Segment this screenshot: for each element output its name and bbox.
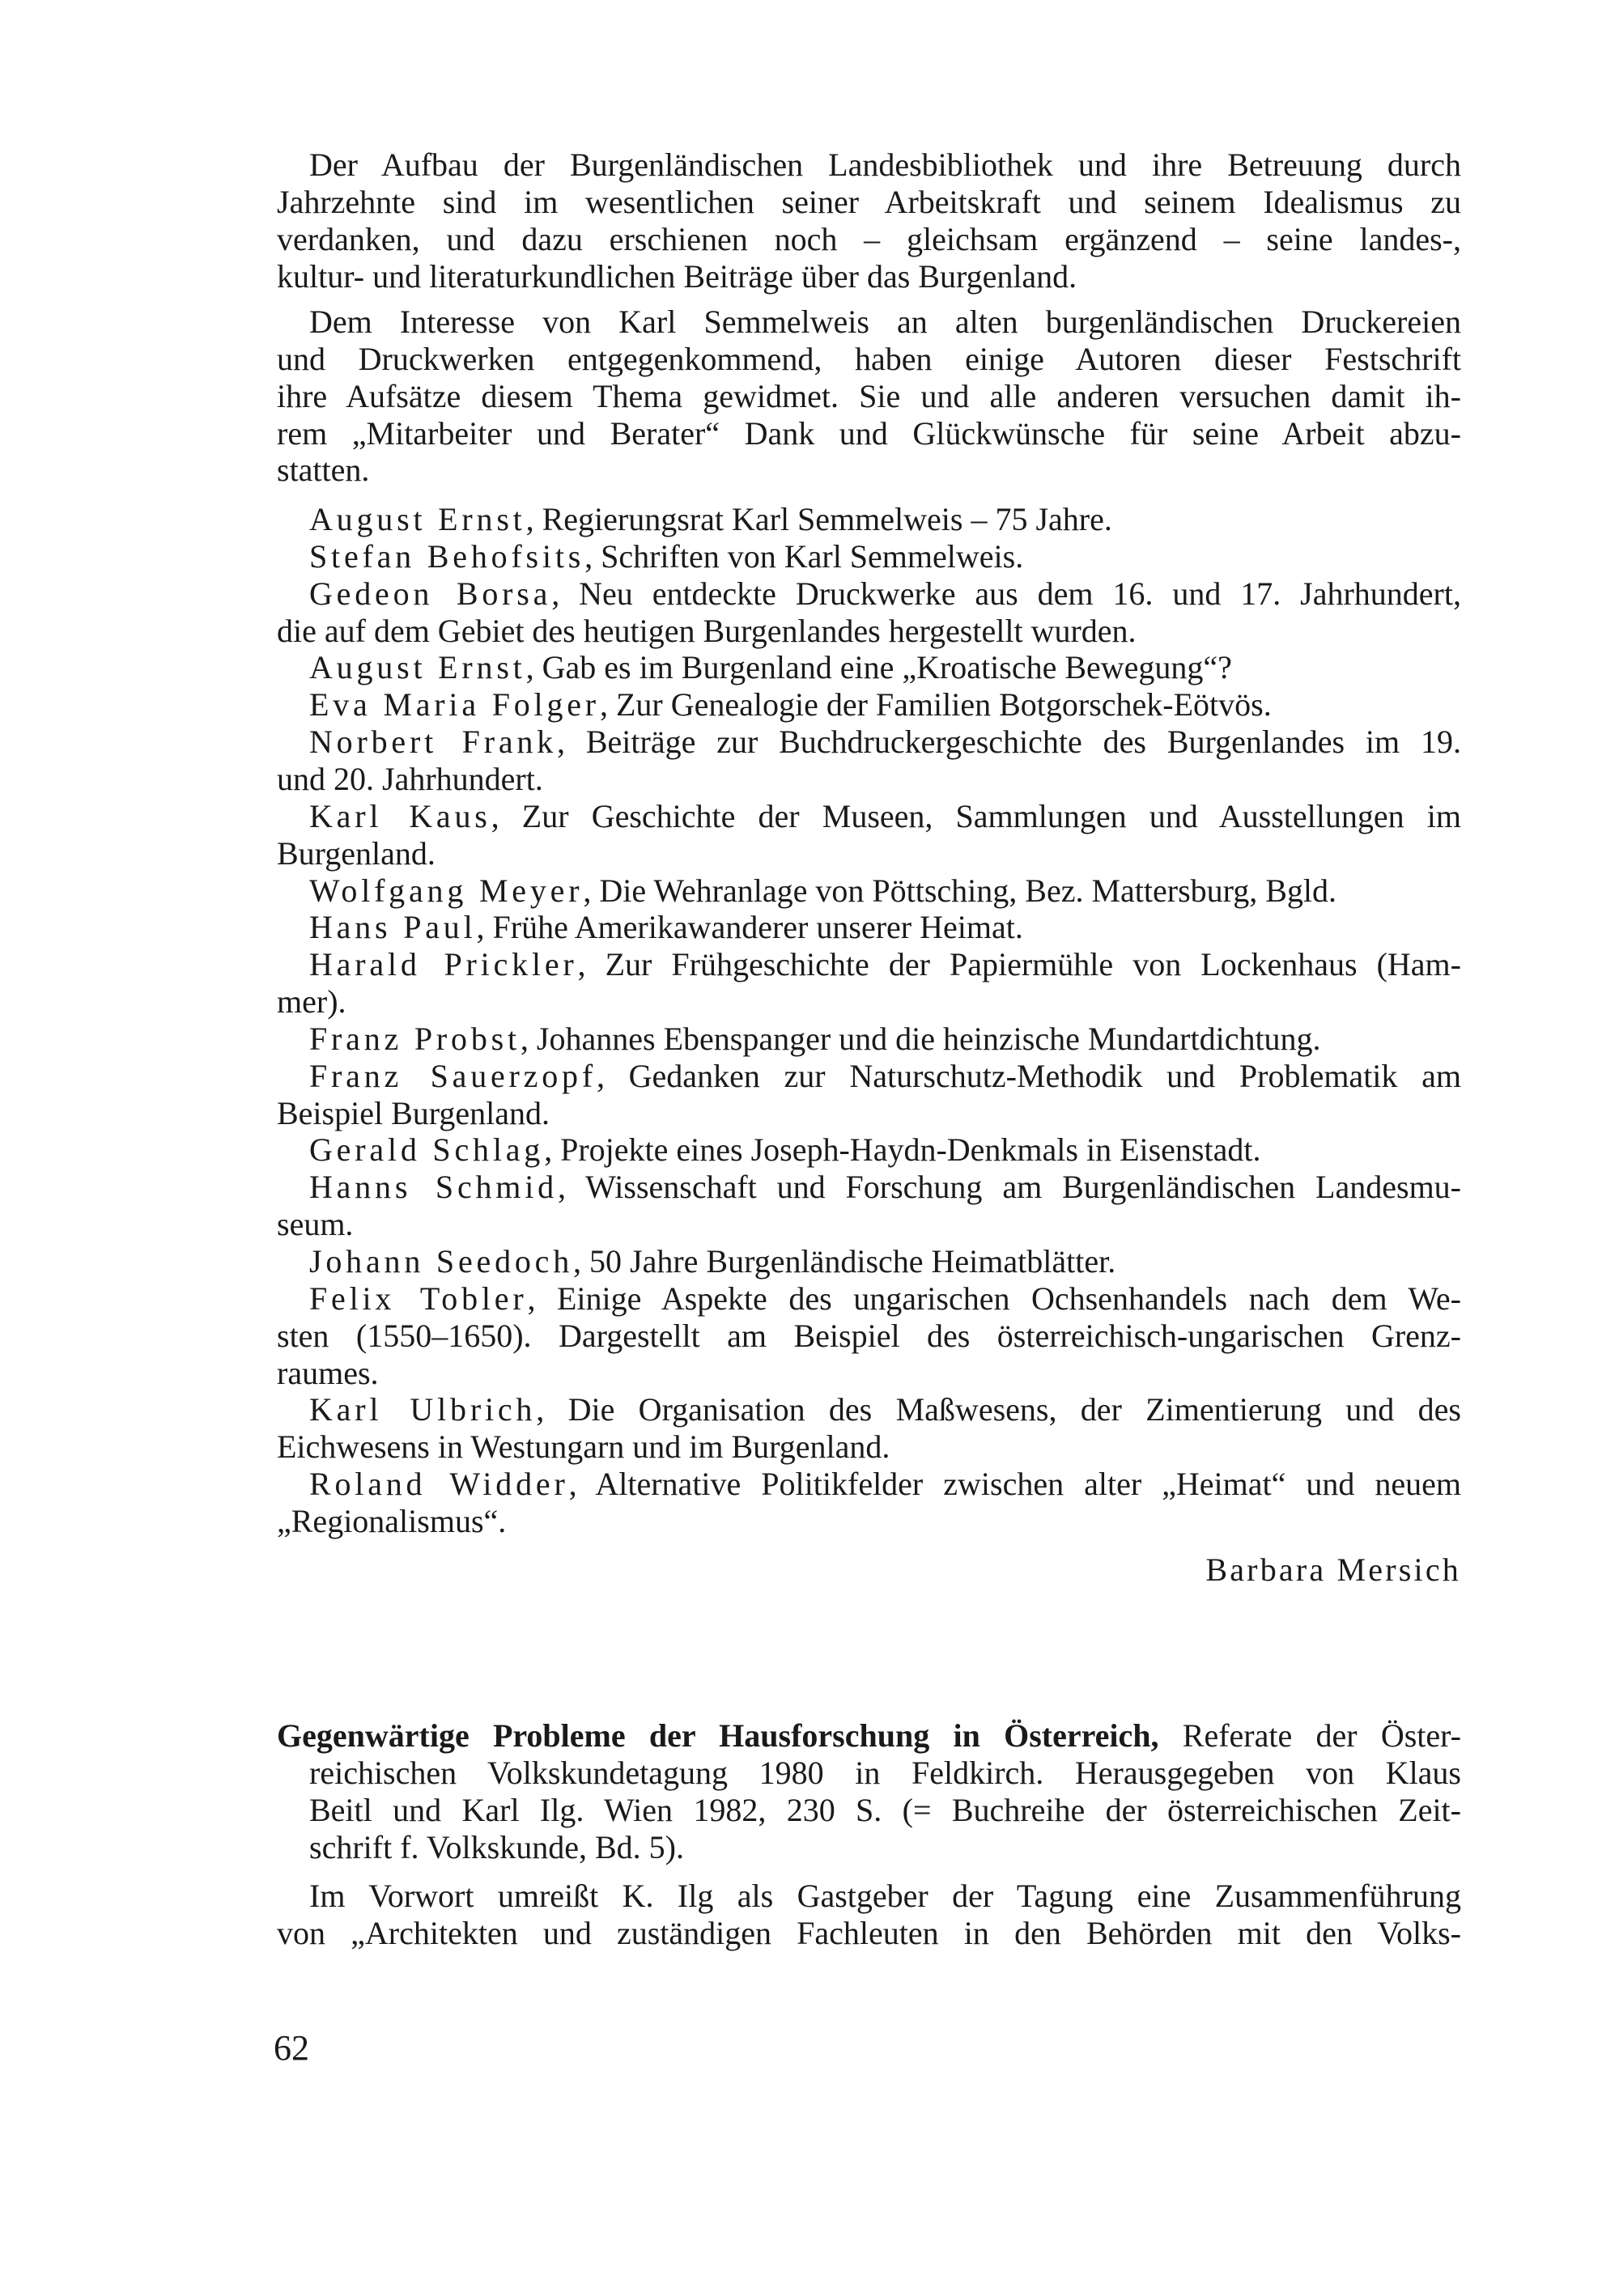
entry-author: Stefan Behofsits: [309, 537, 585, 575]
entry-author: Wolfgang Meyer: [309, 872, 584, 909]
contribution-entry-continuation: und 20. Jahrhundert.: [277, 760, 543, 797]
entry-title: , Schriften von Karl Semmelweis.: [584, 537, 1024, 575]
entry-title: , Frühe Amerikawanderer unserer Heimat.: [476, 909, 1023, 946]
entry-title: , Zur Frühgeschichte der Papiermühle von Lockenhaus (Ham-: [577, 946, 1461, 983]
contribution-entry: [277, 575, 1461, 613]
entry-title: , Die Wehranlage von Pöttsching, Bez. Mattersburg, Bgld.: [583, 872, 1337, 909]
review-citation-line: Beitl und Karl Ilg. Wien 1982, 230 S. (= Buchreihe der österreichischen Zeit-: [309, 1791, 1461, 1828]
contribution-entry: [277, 1021, 1461, 1058]
paragraph-line: ihre Aufsätze diesem Thema gewidmet. Sie und alle anderen versuchen damit ih-: [277, 377, 1461, 414]
paragraph-line: statten.: [277, 452, 370, 489]
entry-title: , Beiträge zur Buchdruckergeschichte des Burgenlandes im 19.: [556, 724, 1461, 761]
contribution-entry: [277, 909, 1461, 946]
review-body-line: von „Architekten und zuständigen Fachleuten in den Behörden mit den Volks-: [277, 1914, 1461, 1951]
contribution-entry: [277, 1131, 1461, 1169]
entry-author: Franz Sauerzopf: [309, 1057, 597, 1094]
entry-title: , Regierungsrat Karl Semmelweis – 75 Jahre.: [525, 501, 1112, 537]
contribution-entry: [277, 1280, 1461, 1318]
entry-author: Felix Tobler: [309, 1280, 528, 1317]
review-body-line: Im Vorwort umreißt K. Ilg als Gastgeber der Tagung eine Zusammenführung: [309, 1878, 1461, 1914]
entry-author: Franz Probst: [309, 1020, 521, 1057]
contribution-entry: [277, 501, 1461, 538]
contribution-entry: [277, 649, 1461, 686]
entry-author: Hans Paul: [309, 909, 477, 946]
entry-author: Eva Maria Folger: [309, 686, 600, 724]
entry-title: , Johannes Ebenspanger und die heinzische Mundartdichtung.: [520, 1020, 1321, 1057]
page-number: 62: [274, 2028, 309, 2068]
contribution-entry-continuation: sten (1550–1650). Dargestellt am Beispiel des österreichisch-ungarischen Grenz-: [277, 1317, 1461, 1354]
contribution-entry: [277, 1391, 1461, 1428]
contribution-entry: [277, 538, 1461, 575]
signature: Barbara Mersich: [1205, 1551, 1461, 1588]
review-citation-line: reichischen Volkskundetagung 1980 in Feldkirch. Herausgegeben von Klaus: [309, 1754, 1461, 1791]
contribution-entry: [277, 946, 1461, 983]
paragraph-line: rem „Mitarbeiter und Berater“ Dank und Glückwünsche für seine Arbeit abzu-: [277, 414, 1461, 452]
entry-title: , Projekte eines Joseph-Haydn-Denkmals in Eisenstadt.: [544, 1131, 1261, 1169]
entry-author: August Ernst: [309, 649, 526, 686]
contribution-entry-continuation: „Regionalismus“.: [277, 1502, 507, 1539]
contribution-entry: [277, 724, 1461, 761]
review-title-rest: Referate der Öster-: [1158, 1717, 1462, 1754]
contribution-entry: [277, 1169, 1461, 1206]
entry-author: Karl Kaus: [309, 797, 491, 834]
contribution-entry: [277, 1058, 1461, 1095]
contribution-entry: [277, 686, 1461, 724]
entry-title: , 50 Jahre Burgenländische Heimatblätter.: [573, 1243, 1116, 1280]
contribution-entry: [277, 872, 1461, 910]
contribution-entry-continuation: raumes.: [277, 1354, 379, 1391]
entry-title: , Gedanken zur Naturschutz-Methodik und Problematik am: [596, 1057, 1461, 1094]
entry-title: , Einige Aspekte des ungarischen Ochsenhandels nach dem We-: [527, 1280, 1461, 1317]
review-title: Gegenwärtige Probleme der Hausforschung in Österreich,: [277, 1717, 1159, 1754]
entry-title: , Zur Geschichte der Museen, Sammlungen und Ausstellungen im: [491, 797, 1461, 834]
entry-author: Gerald Schlag: [309, 1131, 545, 1169]
entry-author: Johann Seedoch: [309, 1243, 574, 1280]
paragraph-line: Der Aufbau der Burgenländischen Landesbibliothek und ihre Betreuung durch: [309, 146, 1461, 183]
contribution-entry-continuation: seum.: [277, 1206, 354, 1243]
contribution-entry-continuation: Eichwesens in Westungarn und im Burgenland.: [277, 1428, 890, 1466]
entry-title: , Neu entdeckte Druckwerke aus dem 16. und 17. Jahrhundert,: [551, 575, 1461, 612]
contribution-entry: [277, 1466, 1461, 1503]
review-heading: [277, 1717, 1461, 1755]
entry-author: Roland Widder: [309, 1466, 569, 1503]
entry-author: Gedeon Borsa: [309, 575, 552, 612]
entry-title: , Alternative Politikfelder zwischen alter „Heimat“ und neuem: [568, 1466, 1461, 1503]
entry-title: , Gab es im Burgenland eine „Kroatische Bewegung“?: [525, 649, 1232, 686]
paragraph-line: kultur- und literaturkundlichen Beiträge über das Burgenland.: [277, 257, 1077, 295]
entry-author: Norbert Frank: [309, 724, 557, 761]
contribution-entry-continuation: Burgenland.: [277, 834, 436, 872]
entry-author: Hanns Schmid: [309, 1169, 558, 1206]
review-citation-line: schrift f. Volkskunde, Bd. 5).: [309, 1828, 684, 1865]
entry-author: Harald Prickler: [309, 946, 578, 983]
contribution-entry: [277, 798, 1461, 835]
entry-title: , Zur Genealogie der Familien Botgorschek-Eötvös.: [599, 686, 1272, 724]
paragraph-line: und Druckwerken entgegenkommend, haben einige Autoren dieser Festschrift: [277, 340, 1461, 377]
contribution-entry-continuation: Beispiel Burgenland.: [277, 1094, 550, 1131]
paragraph-line: Dem Interesse von Karl Semmelweis an alten burgenländischen Druckereien: [309, 303, 1461, 340]
contribution-entry-continuation: die auf dem Gebiet des heutigen Burgenlandes hergestellt wurden.: [277, 612, 1137, 649]
entry-title: , Die Organisation des Maßwesens, der Zimentierung und des: [536, 1391, 1461, 1428]
paragraph-line: verdanken, und dazu erschienen noch – gleichsam ergänzend – seine landes-,: [277, 220, 1461, 257]
entry-title: , Wissenschaft und Forschung am Burgenländischen Landesmu-: [557, 1169, 1461, 1206]
entry-author: Karl Ulbrich: [309, 1391, 537, 1428]
contribution-entry: [277, 1243, 1461, 1280]
contribution-entry-continuation: mer).: [277, 983, 346, 1021]
paragraph-line: Jahrzehnte sind im wesentlichen seiner Arbeitskraft und seinem Idealismus zu: [277, 183, 1461, 220]
entry-author: August Ernst: [309, 501, 526, 537]
